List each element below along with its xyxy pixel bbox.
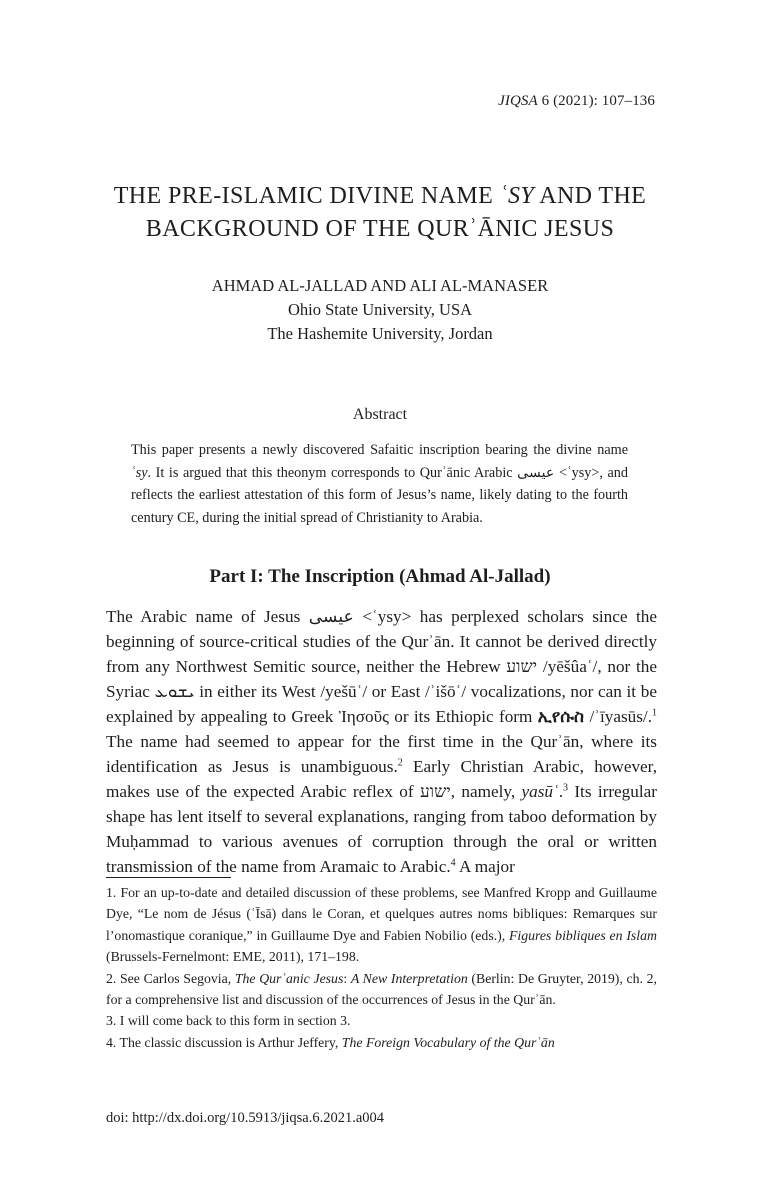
- footnote-text: 2. See Carlos Segovia,: [106, 970, 235, 986]
- footnote-title: Figures bibliques en Islam: [508, 927, 657, 943]
- abstract-part: This paper presents a newly discovered Safaitic inscription bearing the divine name: [131, 442, 628, 458]
- author-block: [80, 274, 680, 346]
- body-text: in either its West /yešūʿ/ or East /ʾišōʿ/ vocalizations, nor can it be explained by appealing to Greek Ἰησοῦς or its Ethiopic form: [106, 682, 657, 726]
- section-heading: Part I: The Inscription (Ahmad Al-Jallad): [209, 566, 551, 587]
- body-text: A major: [455, 857, 515, 876]
- title-line-2: BACKGROUND OF THE QURʾĀNIC JESUS: [145, 216, 615, 242]
- footnote-text: 1. For an up-to-date and detailed discussion of these problems, see Manfred Kropp and Guillaume Dye, “Le nom de Jésus (ʿĪsā) dans le Coran, et quelques autres noms bibliques: Remarques sur l’onomastique coranique,” in Guillaume Dye and Fabien Nobilio (eds.),: [106, 885, 657, 943]
- arabic-name: عيسى: [517, 464, 555, 481]
- footnote-4: [106, 1032, 657, 1053]
- title-line-1: [80, 180, 680, 213]
- abstract-text: [131, 439, 628, 529]
- title-text-b: AND THE: [534, 183, 647, 209]
- body-text: The name had seemed to appear for the first time in the Qurʾān, where its identification as Jesus is unambiguous.: [106, 732, 657, 776]
- footnote-text: 4. The classic discussion is Arthur Jeffery,: [106, 1034, 342, 1050]
- footnote-title: A New Interpretation: [350, 970, 468, 986]
- body-text: Its irregular shape has lent itself to several explanations, ranging from taboo deformation by Muḥammad to various avenues of corruption through the oral or written transmission of the name from Aramaic to Arabic.: [106, 782, 657, 876]
- body-text: /yēšûaʿ/, nor the Syriac: [106, 657, 657, 701]
- ethiopic-name: ኢየሱስ: [537, 707, 585, 726]
- abstract-heading: Abstract: [352, 406, 408, 423]
- title-text-a: THE PRE-ISLAMIC DIVINE NAME: [113, 183, 500, 209]
- syriac-name: ܝܫܘܥ: [154, 682, 195, 701]
- footnote-3: 3. I will come back to this form in section 3.: [106, 1013, 351, 1029]
- footnote-title: The Qurʾanic Jesus: [234, 970, 344, 986]
- body-text: Early Christian Arabic, however, makes use of the expected Arabic reflex of: [106, 757, 657, 801]
- footnote-ref[interactable]: 1: [652, 707, 657, 719]
- hebrew-name: ישוע: [506, 657, 538, 676]
- abstract-theonym: ʿsy: [131, 464, 148, 481]
- footnote-divider: [106, 877, 231, 878]
- abstract-part: . It is argued that this theonym corresponds to Qurʾānic Arabic: [147, 464, 518, 481]
- title-divine-name: ʿSY: [499, 183, 535, 209]
- arabic-reflex: yasūʿ: [521, 782, 559, 801]
- footnote-ref[interactable]: 3: [563, 782, 568, 794]
- affiliation-1: Ohio State University, USA: [287, 300, 473, 319]
- body-text: <ʿysy> has perplexed scholars since the beginning of source-critical studies of the Qurʾān. It cannot be derived directly from any Northwest Semitic source, neither the Hebrew: [106, 607, 657, 676]
- affiliation-2: The Hashemite University, Jordan: [267, 324, 493, 343]
- abstract-part: <ʿysy>, and reflects the earliest attestation of this form of Jesus’s name, likely dating to the fourth century CE, during the initial spread of Christianity to Arabia.: [131, 464, 628, 526]
- footnote-text: (Berlin: De Gruyter, 2019), ch. 2, for a comprehensive list and discussion of the occurrences of Jesus in the Qurʾān.: [106, 970, 657, 1008]
- paper-title: [80, 180, 680, 246]
- footnote-text: :: [343, 970, 351, 986]
- body-text: /ʾīyasūs/.: [584, 707, 652, 726]
- arabic-name: عيسى: [308, 607, 354, 626]
- footnote-title: The Foreign Vocabulary of the Qurʾān: [341, 1034, 555, 1050]
- body-paragraph: [106, 604, 657, 879]
- body-text: , namely,: [450, 782, 522, 801]
- body-text: .: [558, 782, 563, 801]
- footnote-text: (Brussels-Fernelmont: EME, 2011), 171–198.: [106, 949, 360, 965]
- journal-volume-pages: 6 (2021): 107–136: [537, 93, 655, 109]
- footnotes: [106, 882, 657, 1053]
- footnote-2: [106, 968, 657, 1011]
- journal-name: JIQSA: [498, 93, 538, 109]
- author-names: AHMAD AL-JALLAD AND ALI AL-MANASER: [211, 276, 549, 295]
- footnote-ref[interactable]: 4: [450, 857, 456, 869]
- doi-link[interactable]: doi: http://dx.doi.org/10.5913/jiqsa.6.2021.a004: [106, 1110, 385, 1126]
- hebrew-name: ישוע: [419, 782, 451, 801]
- footnote-1: [106, 882, 657, 968]
- journal-citation: [498, 93, 655, 110]
- footnote-ref[interactable]: 2: [397, 757, 403, 769]
- body-text: The Arabic name of Jesus: [106, 607, 309, 626]
